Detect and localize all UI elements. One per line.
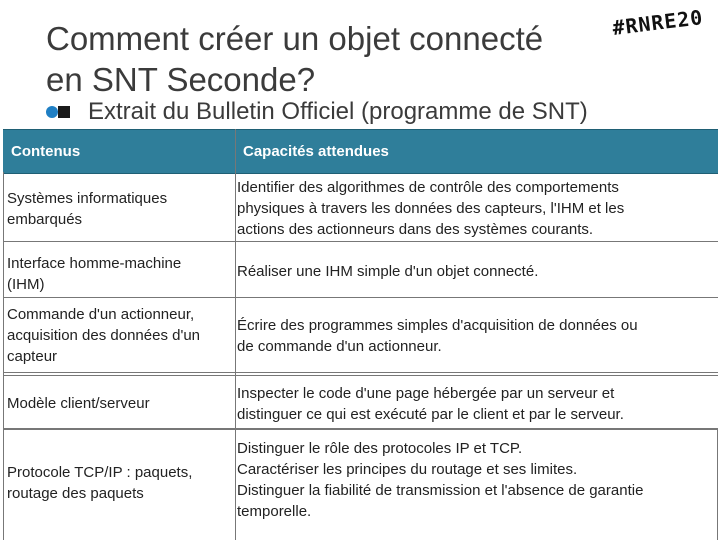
slide-title-line1: Comment créer un objet connecté [46,20,544,57]
bullet-item [46,97,588,127]
row-contenu: Interface homme-machine (IHM) [7,255,182,293]
row-capacites: Réaliser une IHM simple d'un objet connecté. [237,263,539,280]
bullet-icon [46,103,76,121]
row-contenu: Systèmes informatiques embarqués [7,190,168,228]
hashtag-label: #RNRE20 [611,5,705,41]
bullet-text: Extrait du Bulletin Officiel (programme de SNT) [88,98,588,125]
row-capacites: Écrire des programmes simples d'acquisition de données ou de commande d'un actionneur. [237,317,638,355]
table-row [3,375,718,429]
table-row [3,242,718,298]
table-row [3,429,718,540]
table-row [3,298,718,373]
row-capacites: Distinguer le rôle des protocoles IP et TCP. Caractériser les principes du routage et ses limites. Distinguer la fiabilité de transmission et l'absence de garantie temporelle. [237,440,644,520]
row-capacites: Identifier des algorithmes de contrôle des comportements physiques à travers les données des capteurs, l'IHM et les actions des actionneurs dans des systèmes courants. [237,179,625,238]
table-header [3,129,718,174]
slide-title [46,18,626,100]
row-contenu: Modèle client/serveur [7,395,150,412]
header-capacites: Capacités attendues [243,143,389,160]
row-capacites: Inspecter le code d'une page hébergée par un serveur et distinguer ce qui est exécuté par le client et par le serveur. [237,385,624,423]
row-contenu: Commande d'un actionneur, acquisition des données d'un capteur [7,306,201,365]
program-table [3,129,718,540]
column-divider [235,129,236,540]
header-contenus: Contenus [11,143,81,160]
slide-title-line2: en SNT Seconde? [46,61,316,98]
table-row [3,173,718,242]
row-contenu: Protocole TCP/IP : paquets, routage des paquets [7,464,193,502]
